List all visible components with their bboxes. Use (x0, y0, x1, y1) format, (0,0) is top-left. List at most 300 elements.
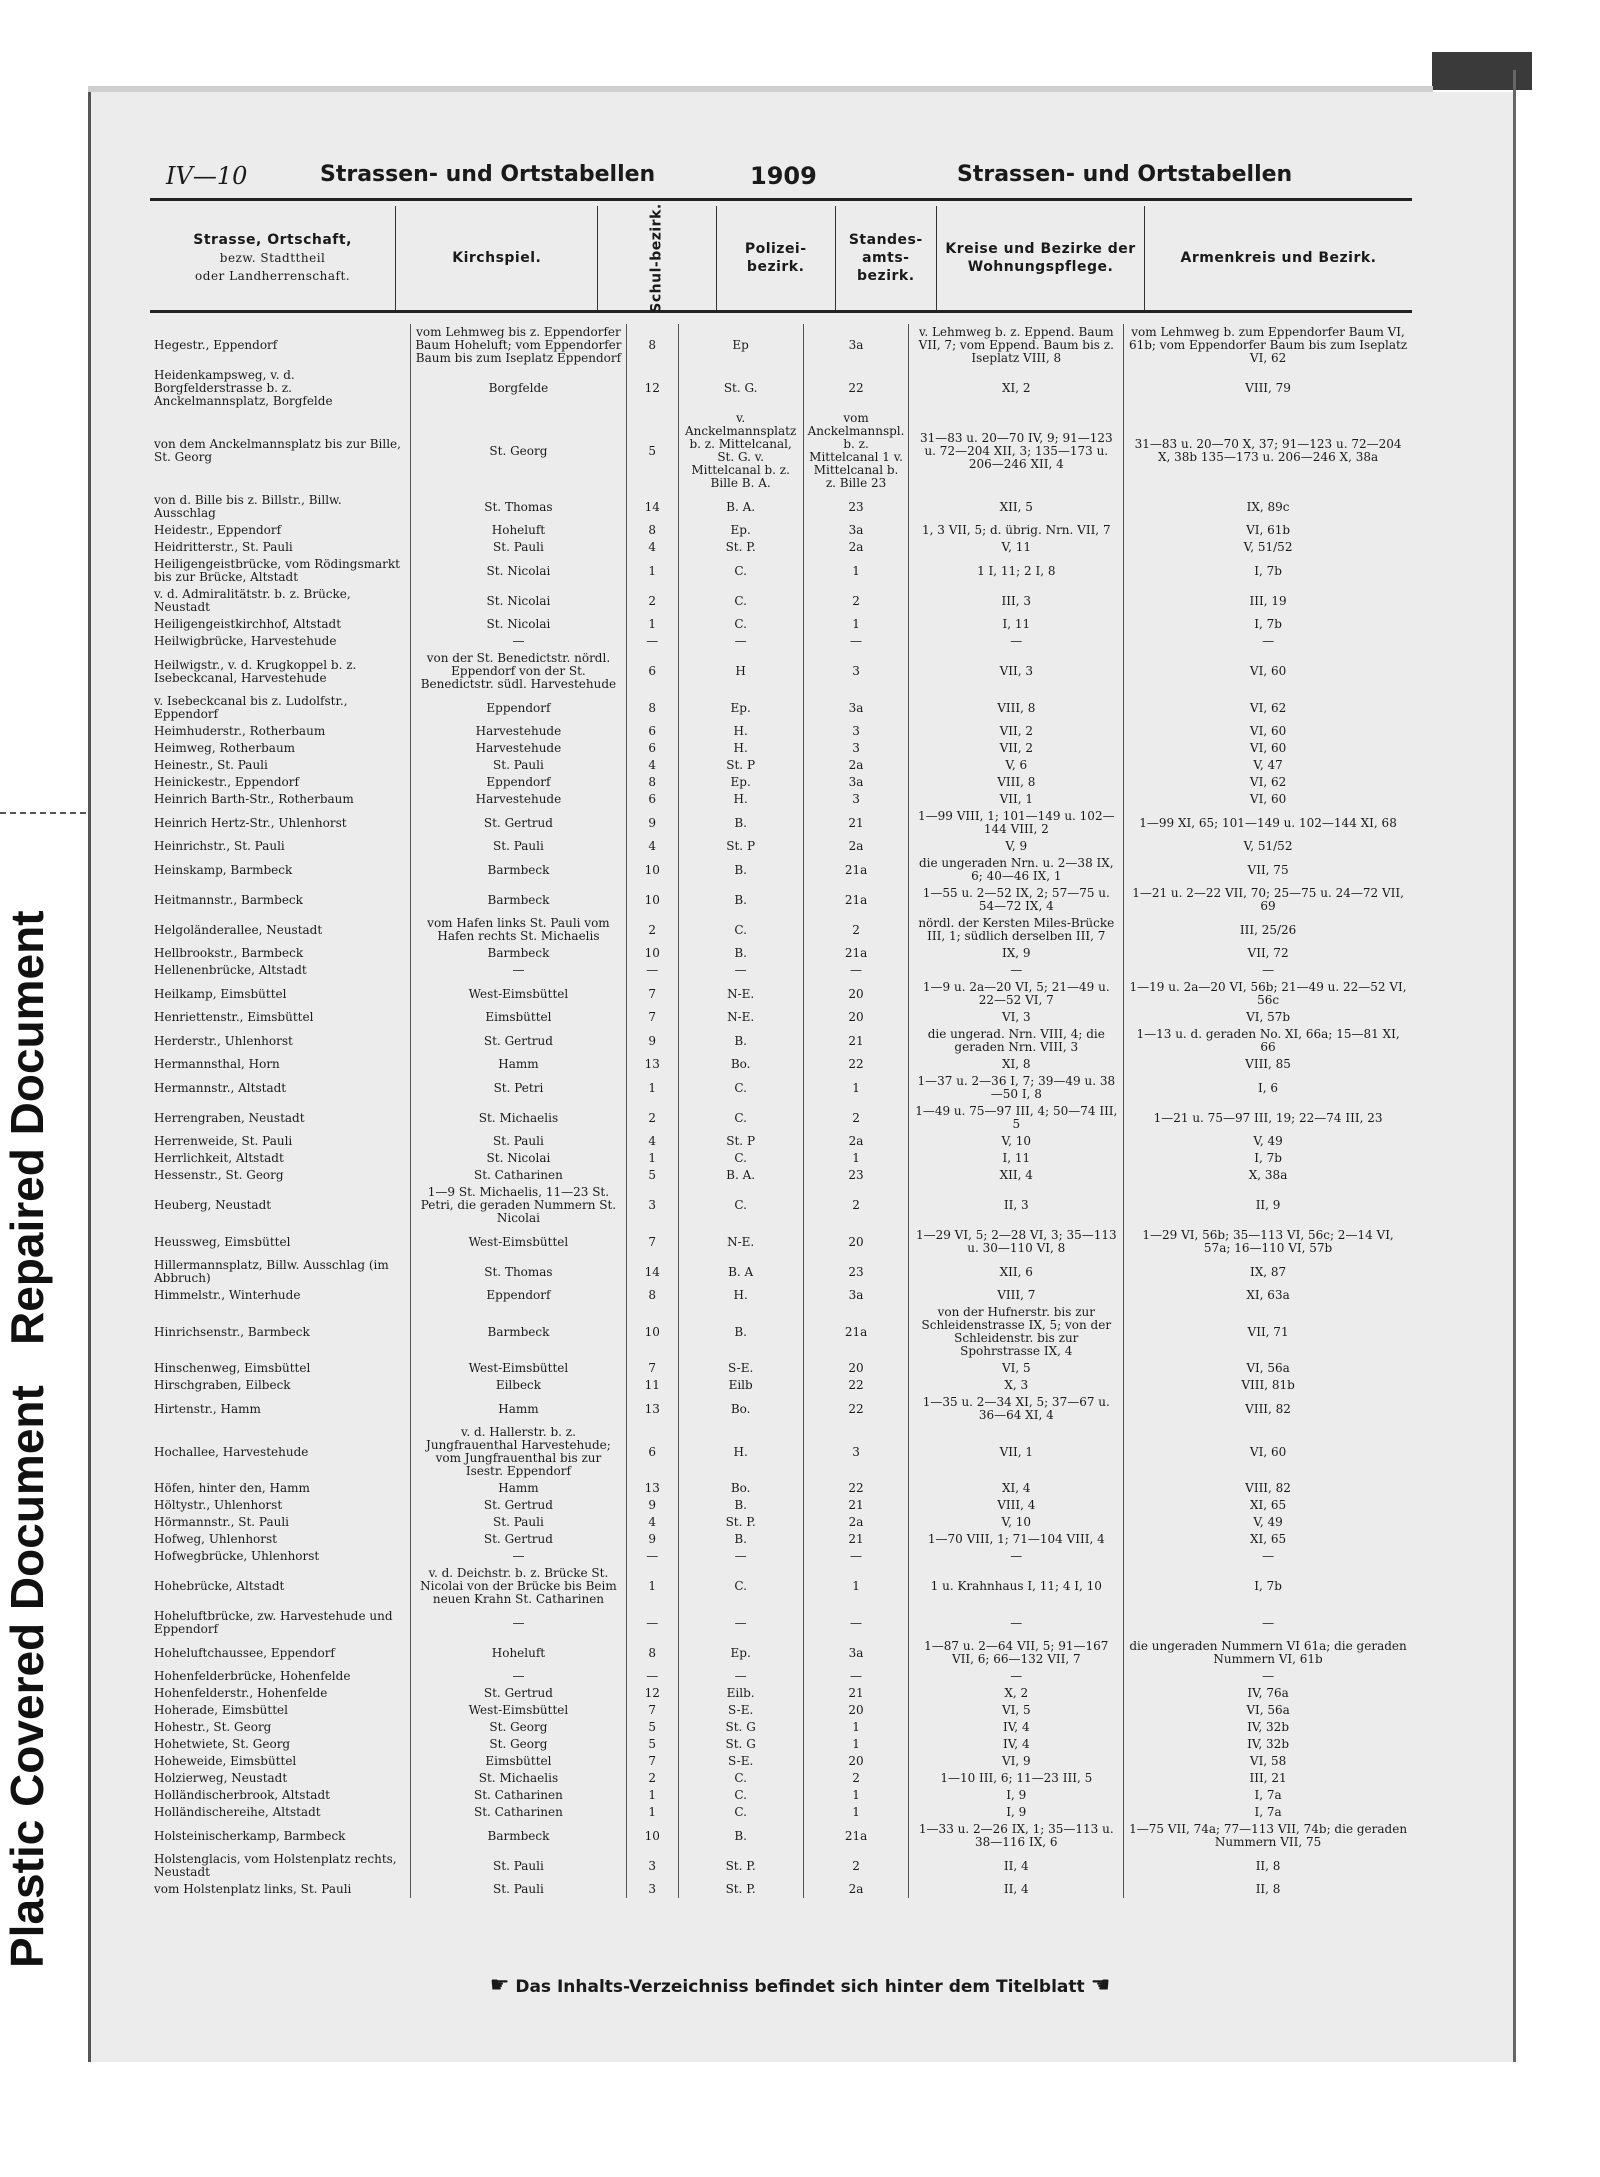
cell-kreise: V, 11 (909, 539, 1124, 556)
cell-armen: VI, 60 (1249, 664, 1287, 678)
cell-kirchspiel: Barmbeck (411, 945, 627, 962)
col-kirchspiel: Kirchspiel. (396, 206, 598, 312)
cell-schul: 5 (626, 410, 678, 492)
cell-polizei: B. (678, 945, 803, 962)
cell-schul: 7 (626, 979, 678, 1009)
cell-armen: — (1262, 1549, 1275, 1563)
cell-standesamt: 20 (803, 979, 909, 1009)
cell-standesamt: 2 (803, 915, 909, 945)
cell-street: Helgoländerallee, Neustadt (150, 915, 411, 945)
cell-kirchspiel: St. Pauli (411, 1881, 627, 1898)
cell-polizei: C. (678, 1787, 803, 1804)
table-row (150, 1257, 1412, 1287)
cell-schul: 2 (626, 1770, 678, 1787)
cell-armen: III, 21 (1249, 1771, 1287, 1785)
cell-polizei: C. (678, 1073, 803, 1103)
cell-schul: 3 (626, 1851, 678, 1881)
cell-polizei: C. (678, 556, 803, 586)
cell-kreise: — (909, 1548, 1124, 1565)
cell-street: Holländischerbrook, Altstadt (150, 1787, 411, 1804)
cell-kreise: VIII, 4 (909, 1497, 1124, 1514)
cell-schul: 10 (626, 855, 678, 885)
pointing-hand-icon: ☚ (1090, 1973, 1111, 1998)
cell-kreise: die ungeraden Nrn. u. 2—38 IX, 6; 40—46 IX, 1 (909, 855, 1124, 885)
cell-armen: IV, 32b (1247, 1720, 1289, 1734)
table-row (150, 962, 1412, 979)
cell-street: Hoheluftbrücke, zw. Harvestehude und Eppendorf (150, 1608, 411, 1638)
table-row (150, 1685, 1412, 1702)
cell-polizei: Eilb. (678, 1685, 803, 1702)
cell-street: Heiligengeistbrücke, vom Rödingsmarkt bis zur Brücke, Altstadt (150, 556, 411, 586)
table-row (150, 693, 1412, 723)
cell-polizei: B. A. (678, 1167, 803, 1184)
cell-kirchspiel: St. Catharinen (411, 1167, 627, 1184)
table-row (150, 1184, 1412, 1227)
cell-armen: — (1262, 634, 1275, 648)
cell-standesamt: 21a (803, 945, 909, 962)
table-row (150, 1531, 1412, 1548)
table-row (150, 1514, 1412, 1531)
cell-street: Hoheweide, Eimsbüttel (150, 1753, 411, 1770)
cell-kreise: — (909, 1608, 1124, 1638)
cell-kreise: VI, 5 (909, 1360, 1124, 1377)
cell-standesamt: 2a (803, 838, 909, 855)
cell-schul: 9 (626, 1497, 678, 1514)
cell-standesamt: 1 (803, 1736, 909, 1753)
cell-schul: 1 (626, 1787, 678, 1804)
cell-kirchspiel: West-Eimsbüttel (411, 1360, 627, 1377)
cell-kirchspiel: St. Pauli (411, 1851, 627, 1881)
cell-kirchspiel: — (411, 962, 627, 979)
table-row (150, 633, 1412, 650)
col-schul (598, 203, 716, 313)
cell-kirchspiel: Harvestehude (411, 791, 627, 808)
cell-kirchspiel: Harvestehude (411, 723, 627, 740)
pointing-hand-icon: ☛ (489, 1973, 510, 1998)
cell-polizei: C. (678, 1184, 803, 1227)
cell-kirchspiel: v. d. Hallerstr. b. z. Jungfrauenthal Harvestehude; vom Jungfrauenthal bis zur Isestr. Eppendorf (411, 1424, 627, 1480)
cell-kirchspiel: Hoheluft (411, 522, 627, 539)
table-row (150, 808, 1412, 838)
cell-kreise: III, 3 (909, 586, 1124, 616)
cell-schul: 2 (626, 915, 678, 945)
cell-polizei: Bo. (678, 1480, 803, 1497)
cell-standesamt: 22 (803, 367, 909, 410)
cell-schul: 1 (626, 1073, 678, 1103)
cell-kreise: 1—37 u. 2—36 I, 7; 39—49 u. 38—50 I, 8 (909, 1073, 1124, 1103)
cell-schul: 13 (626, 1480, 678, 1497)
cell-armen: — (1262, 1615, 1275, 1630)
cell-armen: I, 7a (1254, 1788, 1282, 1802)
cell-street: von dem Anckelmannsplatz bis zur Bille, St. Georg (150, 410, 411, 492)
cell-kirchspiel: St. Pauli (411, 757, 627, 774)
cell-kreise: VIII, 7 (909, 1287, 1124, 1304)
cell-armen: VI, 57b (1246, 1010, 1291, 1024)
cell-street: Heitmannstr., Barmbeck (150, 885, 411, 915)
cell-armen: VIII, 85 (1245, 1057, 1291, 1071)
col-armen: Armenkreis und Bezirk. (1145, 206, 1413, 312)
cell-street: Heidritterstr., St. Pauli (150, 539, 411, 556)
cell-kirchspiel: Harvestehude (411, 740, 627, 757)
cell-kirchspiel: Hoheluft (411, 1638, 627, 1668)
cell-kirchspiel: vom Lehmweg bis z. Eppendorfer Baum Hoheluft; vom Eppendorfer Baum bis zum Iseplatz Eppendorf (411, 324, 627, 367)
cell-kirchspiel: Hamm (411, 1056, 627, 1073)
cell-street: Hofwegbrücke, Uhlenhorst (150, 1548, 411, 1565)
cell-street: Hinschenweg, Eimsbüttel (150, 1360, 411, 1377)
cell-kreise: — (909, 633, 1124, 650)
cell-armen: 1—99 XI, 65; 101—149 u. 102—144 XI, 68 (1139, 815, 1397, 830)
cell-schul: 13 (626, 1394, 678, 1424)
cell-kreise: I, 9 (909, 1787, 1124, 1804)
cell-schul: 3 (626, 1881, 678, 1898)
footer-text: Das Inhalts-Verzeichniss befindet sich hinter dem Titelblatt (515, 1977, 1085, 1997)
cell-kirchspiel: 1—9 St. Michaelis, 11—23 St. Petri, die geraden Nummern St. Nicolai (411, 1184, 627, 1227)
cell-kreise: XII, 4 (909, 1167, 1124, 1184)
cell-schul: 8 (626, 774, 678, 791)
cell-polizei: B. (678, 1531, 803, 1548)
cell-standesamt: 2 (803, 1851, 909, 1881)
cell-street: Hillermannsplatz, Billw. Ausschlag (im Abbruch) (150, 1257, 411, 1287)
cell-schul: 1 (626, 1565, 678, 1608)
cell-kreise: VIII, 8 (909, 774, 1124, 791)
cell-kreise: 31—83 u. 20—70 IV, 9; 91—123 u. 72—204 XII, 3; 135—173 u. 206—246 XII, 4 (909, 410, 1124, 492)
cell-polizei: St. P. (678, 539, 803, 556)
cell-street: Hohestr., St. Georg (150, 1719, 411, 1736)
cell-kreise: VI, 5 (909, 1702, 1124, 1719)
page-number: IV—10 (166, 162, 248, 190)
cell-street: Heimweg, Rotherbaum (150, 740, 411, 757)
cell-kirchspiel: Eilbeck (411, 1377, 627, 1394)
cell-kreise: 1—49 u. 75—97 III, 4; 50—74 III, 5 (909, 1103, 1124, 1133)
cell-polizei: H. (678, 1287, 803, 1304)
table-row (150, 1056, 1412, 1073)
cell-street: Heidenkampsweg, v. d. Borgfelderstrasse b. z. Anckelmannsplatz, Borgfelde (150, 367, 411, 410)
cell-street: Heilwigbrücke, Harvestehude (150, 633, 411, 650)
cell-armen: V, 51/52 (1243, 540, 1293, 554)
cell-kreise: VI, 9 (909, 1753, 1124, 1770)
cell-kreise: 1, 3 VII, 5; d. übrig. Nrn. VII, 7 (909, 522, 1124, 539)
table-row (150, 1287, 1412, 1304)
cell-schul: 7 (626, 1702, 678, 1719)
cell-kreise: die ungerad. Nrn. VIII, 4; die geraden Nrn. VIII, 3 (909, 1026, 1124, 1056)
cell-standesamt: 22 (803, 1480, 909, 1497)
divider (0, 812, 86, 814)
cell-armen: IX, 87 (1249, 1264, 1287, 1279)
cell-armen: V, 51/52 (1243, 839, 1293, 853)
cell-armen: V, 49 (1253, 1515, 1283, 1529)
cell-schul: 6 (626, 650, 678, 693)
col-polizei: Polizei-bezirk. (716, 206, 835, 312)
table-row (150, 586, 1412, 616)
cell-polizei: H. (678, 740, 803, 757)
cell-street: Höfen, hinter den, Hamm (150, 1480, 411, 1497)
cell-kreise: II, 4 (909, 1851, 1124, 1881)
cell-armen: VI, 60 (1249, 741, 1287, 755)
cell-armen: 1—21 u. 75—97 III, 19; 22—74 III, 23 (1153, 1110, 1383, 1125)
cell-polizei: — (678, 633, 803, 650)
cell-kreise: v. Lehmweg b. z. Eppend. Baum VII, 7; vom Eppend. Baum bis z. Iseplatz VIII, 8 (909, 324, 1124, 367)
cell-polizei: — (678, 1608, 803, 1638)
cell-standesamt: 20 (803, 1227, 909, 1257)
cell-polizei: B. (678, 1304, 803, 1360)
cell-standesamt: 2 (803, 1770, 909, 1787)
cell-street: Hinrichsenstr., Barmbeck (150, 1304, 411, 1360)
table-row (150, 1638, 1412, 1668)
table-row (150, 1394, 1412, 1424)
cell-armen: VIII, 82 (1245, 1481, 1291, 1495)
cell-street: Hellbrookstr., Barmbeck (150, 945, 411, 962)
cell-street: Heiligengeistkirchhof, Altstadt (150, 616, 411, 633)
cell-schul: 13 (626, 1056, 678, 1073)
cell-kirchspiel: St. Gertrud (411, 1026, 627, 1056)
cell-kreise: 1—87 u. 2—64 VII, 5; 91—167 VII, 6; 66—132 VII, 7 (909, 1638, 1124, 1668)
cell-polizei: St. P. (678, 1881, 803, 1898)
cell-polizei: S-E. (678, 1360, 803, 1377)
cell-standesamt: 21 (803, 1685, 909, 1702)
cell-armen: VI, 56a (1246, 1703, 1290, 1717)
cell-armen: XI, 63a (1246, 1288, 1290, 1302)
cell-armen: IV, 76a (1247, 1686, 1289, 1700)
cell-kreise: XI, 2 (909, 367, 1124, 410)
cell-standesamt: 3 (803, 723, 909, 740)
cell-kirchspiel: St. Petri (411, 1073, 627, 1103)
table-row (150, 1702, 1412, 1719)
cell-street: Hermannsthal, Horn (150, 1056, 411, 1073)
cell-kreise: 1—33 u. 2—26 IX, 1; 35—113 u. 38—116 IX, 6 (909, 1821, 1124, 1851)
cell-schul: — (626, 1668, 678, 1685)
cell-polizei: St. P (678, 1133, 803, 1150)
cell-armen: I, 7b (1254, 617, 1282, 631)
cell-street: v. d. Admiralitätstr. b. z. Brücke, Neustadt (150, 586, 411, 616)
col-schul-label: Schul-bezirk. (649, 203, 666, 313)
cell-standesamt: 21 (803, 1497, 909, 1514)
cell-street: Hörmannstr., St. Pauli (150, 1514, 411, 1531)
cell-standesamt: 3 (803, 791, 909, 808)
table-row (150, 1719, 1412, 1736)
cell-kreise: II, 4 (909, 1881, 1124, 1898)
cell-standesamt: 1 (803, 1804, 909, 1821)
cell-kirchspiel: West-Eimsbüttel (411, 979, 627, 1009)
cell-kirchspiel: St. Thomas (411, 1257, 627, 1287)
cell-street: Heinskamp, Barmbeck (150, 855, 411, 885)
page-header (160, 162, 1410, 196)
table-row (150, 1480, 1412, 1497)
cell-kreise: IV, 4 (909, 1736, 1124, 1753)
header-year: 1909 (750, 162, 817, 190)
cell-standesamt: 3a (803, 693, 909, 723)
cell-standesamt: 21a (803, 1304, 909, 1360)
table-row (150, 616, 1412, 633)
cell-polizei: C. (678, 1150, 803, 1167)
cell-standesamt: — (803, 1608, 909, 1638)
cell-polizei: Bo. (678, 1394, 803, 1424)
cell-kreise: V, 10 (909, 1133, 1124, 1150)
cell-street: Hoheluftchaussee, Eppendorf (150, 1638, 411, 1668)
cell-schul: 8 (626, 324, 678, 367)
cell-standesamt: 22 (803, 1056, 909, 1073)
cell-armen: II, 8 (1255, 1858, 1281, 1873)
cell-street: Heimhuderstr., Rotherbaum (150, 723, 411, 740)
cell-armen: VII, 72 (1247, 946, 1289, 960)
cell-standesamt: 21 (803, 1026, 909, 1056)
cell-kirchspiel: West-Eimsbüttel (411, 1702, 627, 1719)
cell-schul: 8 (626, 1638, 678, 1668)
cell-standesamt: vom Anckelmannspl. b. z. Mittelcanal 1 v. Mittelcanal b. z. Bille 23 (803, 410, 909, 492)
cell-polizei: Ep. (678, 693, 803, 723)
cell-polizei: — (678, 1548, 803, 1565)
cell-schul: 1 (626, 1150, 678, 1167)
cell-kreise: XII, 5 (909, 492, 1124, 522)
table-row (150, 1304, 1412, 1360)
cell-standesamt: 3a (803, 774, 909, 791)
table-row (150, 1668, 1412, 1685)
cell-standesamt: 3a (803, 1638, 909, 1668)
cell-street: Hellenenbrücke, Altstadt (150, 962, 411, 979)
cell-kirchspiel: — (411, 1608, 627, 1638)
cell-standesamt: 3 (803, 650, 909, 693)
cell-kreise: VII, 3 (909, 650, 1124, 693)
cell-polizei: C. (678, 1103, 803, 1133)
cell-standesamt: 1 (803, 1719, 909, 1736)
cell-kirchspiel: St. Nicolai (411, 556, 627, 586)
cell-schul: 10 (626, 945, 678, 962)
table-row (150, 1133, 1412, 1150)
cell-street: Herderstr., Uhlenhorst (150, 1026, 411, 1056)
cell-standesamt: 23 (803, 1257, 909, 1287)
cell-standesamt: 22 (803, 1377, 909, 1394)
cell-armen: VI, 62 (1249, 700, 1287, 715)
cell-armen: X, 38a (1248, 1168, 1288, 1182)
cell-armen: 31—83 u. 20—70 X, 37; 91—123 u. 72—204 X, 38b 135—173 u. 206—246 X, 38a (1134, 437, 1402, 464)
cell-street: Heuberg, Neustadt (150, 1184, 411, 1227)
cell-schul: 1 (626, 1804, 678, 1821)
cell-schul: 5 (626, 1167, 678, 1184)
cell-kreise: V, 6 (909, 757, 1124, 774)
cell-schul: 8 (626, 522, 678, 539)
table-row (150, 885, 1412, 915)
cell-standesamt: 1 (803, 1787, 909, 1804)
cell-street: Hofweg, Uhlenhorst (150, 1531, 411, 1548)
cell-schul: 7 (626, 1753, 678, 1770)
cell-kreise: IX, 9 (909, 945, 1124, 962)
cell-armen: VI, 56a (1246, 1361, 1290, 1375)
cell-schul: 2 (626, 586, 678, 616)
cell-kirchspiel: Eimsbüttel (411, 1753, 627, 1770)
cell-kirchspiel: Barmbeck (411, 1821, 627, 1851)
cell-polizei: B. (678, 855, 803, 885)
cell-street: Himmelstr., Winterhude (150, 1287, 411, 1304)
cell-street: Holstenglacis, vom Holstenplatz rechts, Neustadt (150, 1851, 411, 1881)
header-rule (150, 198, 1412, 201)
cell-schul: 6 (626, 791, 678, 808)
cell-armen: 1—21 u. 2—22 VII, 70; 25—75 u. 24—72 VII, 69 (1132, 886, 1404, 913)
cell-armen: I, 7b (1254, 1579, 1282, 1593)
cell-schul: 2 (626, 1103, 678, 1133)
cell-polizei: Eilb (678, 1377, 803, 1394)
table-row (150, 410, 1412, 492)
cell-street: Herrlichkeit, Altstadt (150, 1150, 411, 1167)
cell-polizei: N-E. (678, 1009, 803, 1026)
cell-kreise: VII, 2 (909, 723, 1124, 740)
cell-schul: 9 (626, 1531, 678, 1548)
cell-schul: 7 (626, 1227, 678, 1257)
cell-kirchspiel: St. Pauli (411, 1514, 627, 1531)
cell-street: Hohenfelderbrücke, Hohenfelde (150, 1668, 411, 1685)
cell-schul: 8 (626, 693, 678, 723)
table-row (150, 791, 1412, 808)
cell-standesamt: 2a (803, 1133, 909, 1150)
cell-schul: 14 (626, 492, 678, 522)
cell-kirchspiel: v. d. Deichstr. b. z. Brücke St. Nicolai von der Brücke bis Beim neuen Krahn St. Catharinen (411, 1565, 627, 1608)
col-street (150, 206, 396, 312)
cell-kirchspiel: St. Gertrud (411, 808, 627, 838)
cell-kreise: IV, 4 (909, 1719, 1124, 1736)
cell-schul: — (626, 1548, 678, 1565)
cell-kirchspiel: St. Pauli (411, 539, 627, 556)
cell-schul: 6 (626, 723, 678, 740)
cell-polizei: — (678, 1668, 803, 1685)
cell-kirchspiel: St. Nicolai (411, 1150, 627, 1167)
cell-polizei: St. P (678, 757, 803, 774)
cell-street: Hessenstr., St. Georg (150, 1167, 411, 1184)
cell-street: Holzierweg, Neustadt (150, 1770, 411, 1787)
cell-polizei: B. (678, 1026, 803, 1056)
cell-street: Heussweg, Eimsbüttel (150, 1227, 411, 1257)
cell-armen: vom Lehmweg b. zum Eppendorfer Baum VI, 61b; vom Eppendorfer Baum bis zum Iseplatz VI, 62 (1128, 325, 1408, 365)
cell-schul: 11 (626, 1377, 678, 1394)
table-row (150, 1548, 1412, 1565)
cell-schul: 6 (626, 1424, 678, 1480)
cell-polizei: — (678, 962, 803, 979)
cell-kreise: — (909, 1668, 1124, 1685)
cell-kreise: I, 11 (909, 616, 1124, 633)
cell-street: Heinrich Hertz-Str., Uhlenhorst (150, 808, 411, 838)
repaired-document-label: Repaired Document (1, 910, 53, 1345)
cell-kreise: 1—29 VI, 5; 2—28 VI, 3; 35—113 u. 30—110 VI, 8 (909, 1227, 1124, 1257)
table-row (150, 757, 1412, 774)
cell-kirchspiel: Barmbeck (411, 855, 627, 885)
cell-polizei: St. P. (678, 1851, 803, 1881)
cell-kirchspiel: Hamm (411, 1394, 627, 1424)
cell-polizei: H (678, 650, 803, 693)
cell-kirchspiel: St. Gertrud (411, 1531, 627, 1548)
cell-kirchspiel: St. Gertrud (411, 1685, 627, 1702)
table-row (150, 650, 1412, 693)
cell-schul: 4 (626, 539, 678, 556)
cell-schul: 9 (626, 808, 678, 838)
cell-standesamt: 20 (803, 1009, 909, 1026)
cell-schul: 1 (626, 556, 678, 586)
cell-street: Hohetwiete, St. Georg (150, 1736, 411, 1753)
table-row (150, 1424, 1412, 1480)
cell-polizei: Ep. (678, 522, 803, 539)
cell-armen: III, 19 (1249, 593, 1287, 608)
cell-polizei: N-E. (678, 1227, 803, 1257)
cell-armen: 1—19 u. 2a—20 VI, 56b; 21—49 u. 22—52 VI, 56c (1129, 980, 1407, 1007)
cell-standesamt: 23 (803, 1167, 909, 1184)
cell-kirchspiel: vom Hafen links St. Pauli vom Hafen rechts St. Michaelis (411, 915, 627, 945)
cell-armen: 1—75 VII, 74a; 77—113 VII, 74b; die geraden Nummern VII, 75 (1129, 1822, 1408, 1849)
table-row (150, 1608, 1412, 1638)
cell-standesamt: 21 (803, 808, 909, 838)
table-row (150, 1736, 1412, 1753)
table-row (150, 1103, 1412, 1133)
cell-armen: III, 25/26 (1239, 922, 1297, 937)
cell-polizei: H. (678, 1424, 803, 1480)
cell-armen: VIII, 82 (1245, 1401, 1291, 1416)
cell-armen: I, 7b (1254, 563, 1282, 578)
cell-polizei: B. A. (678, 492, 803, 522)
